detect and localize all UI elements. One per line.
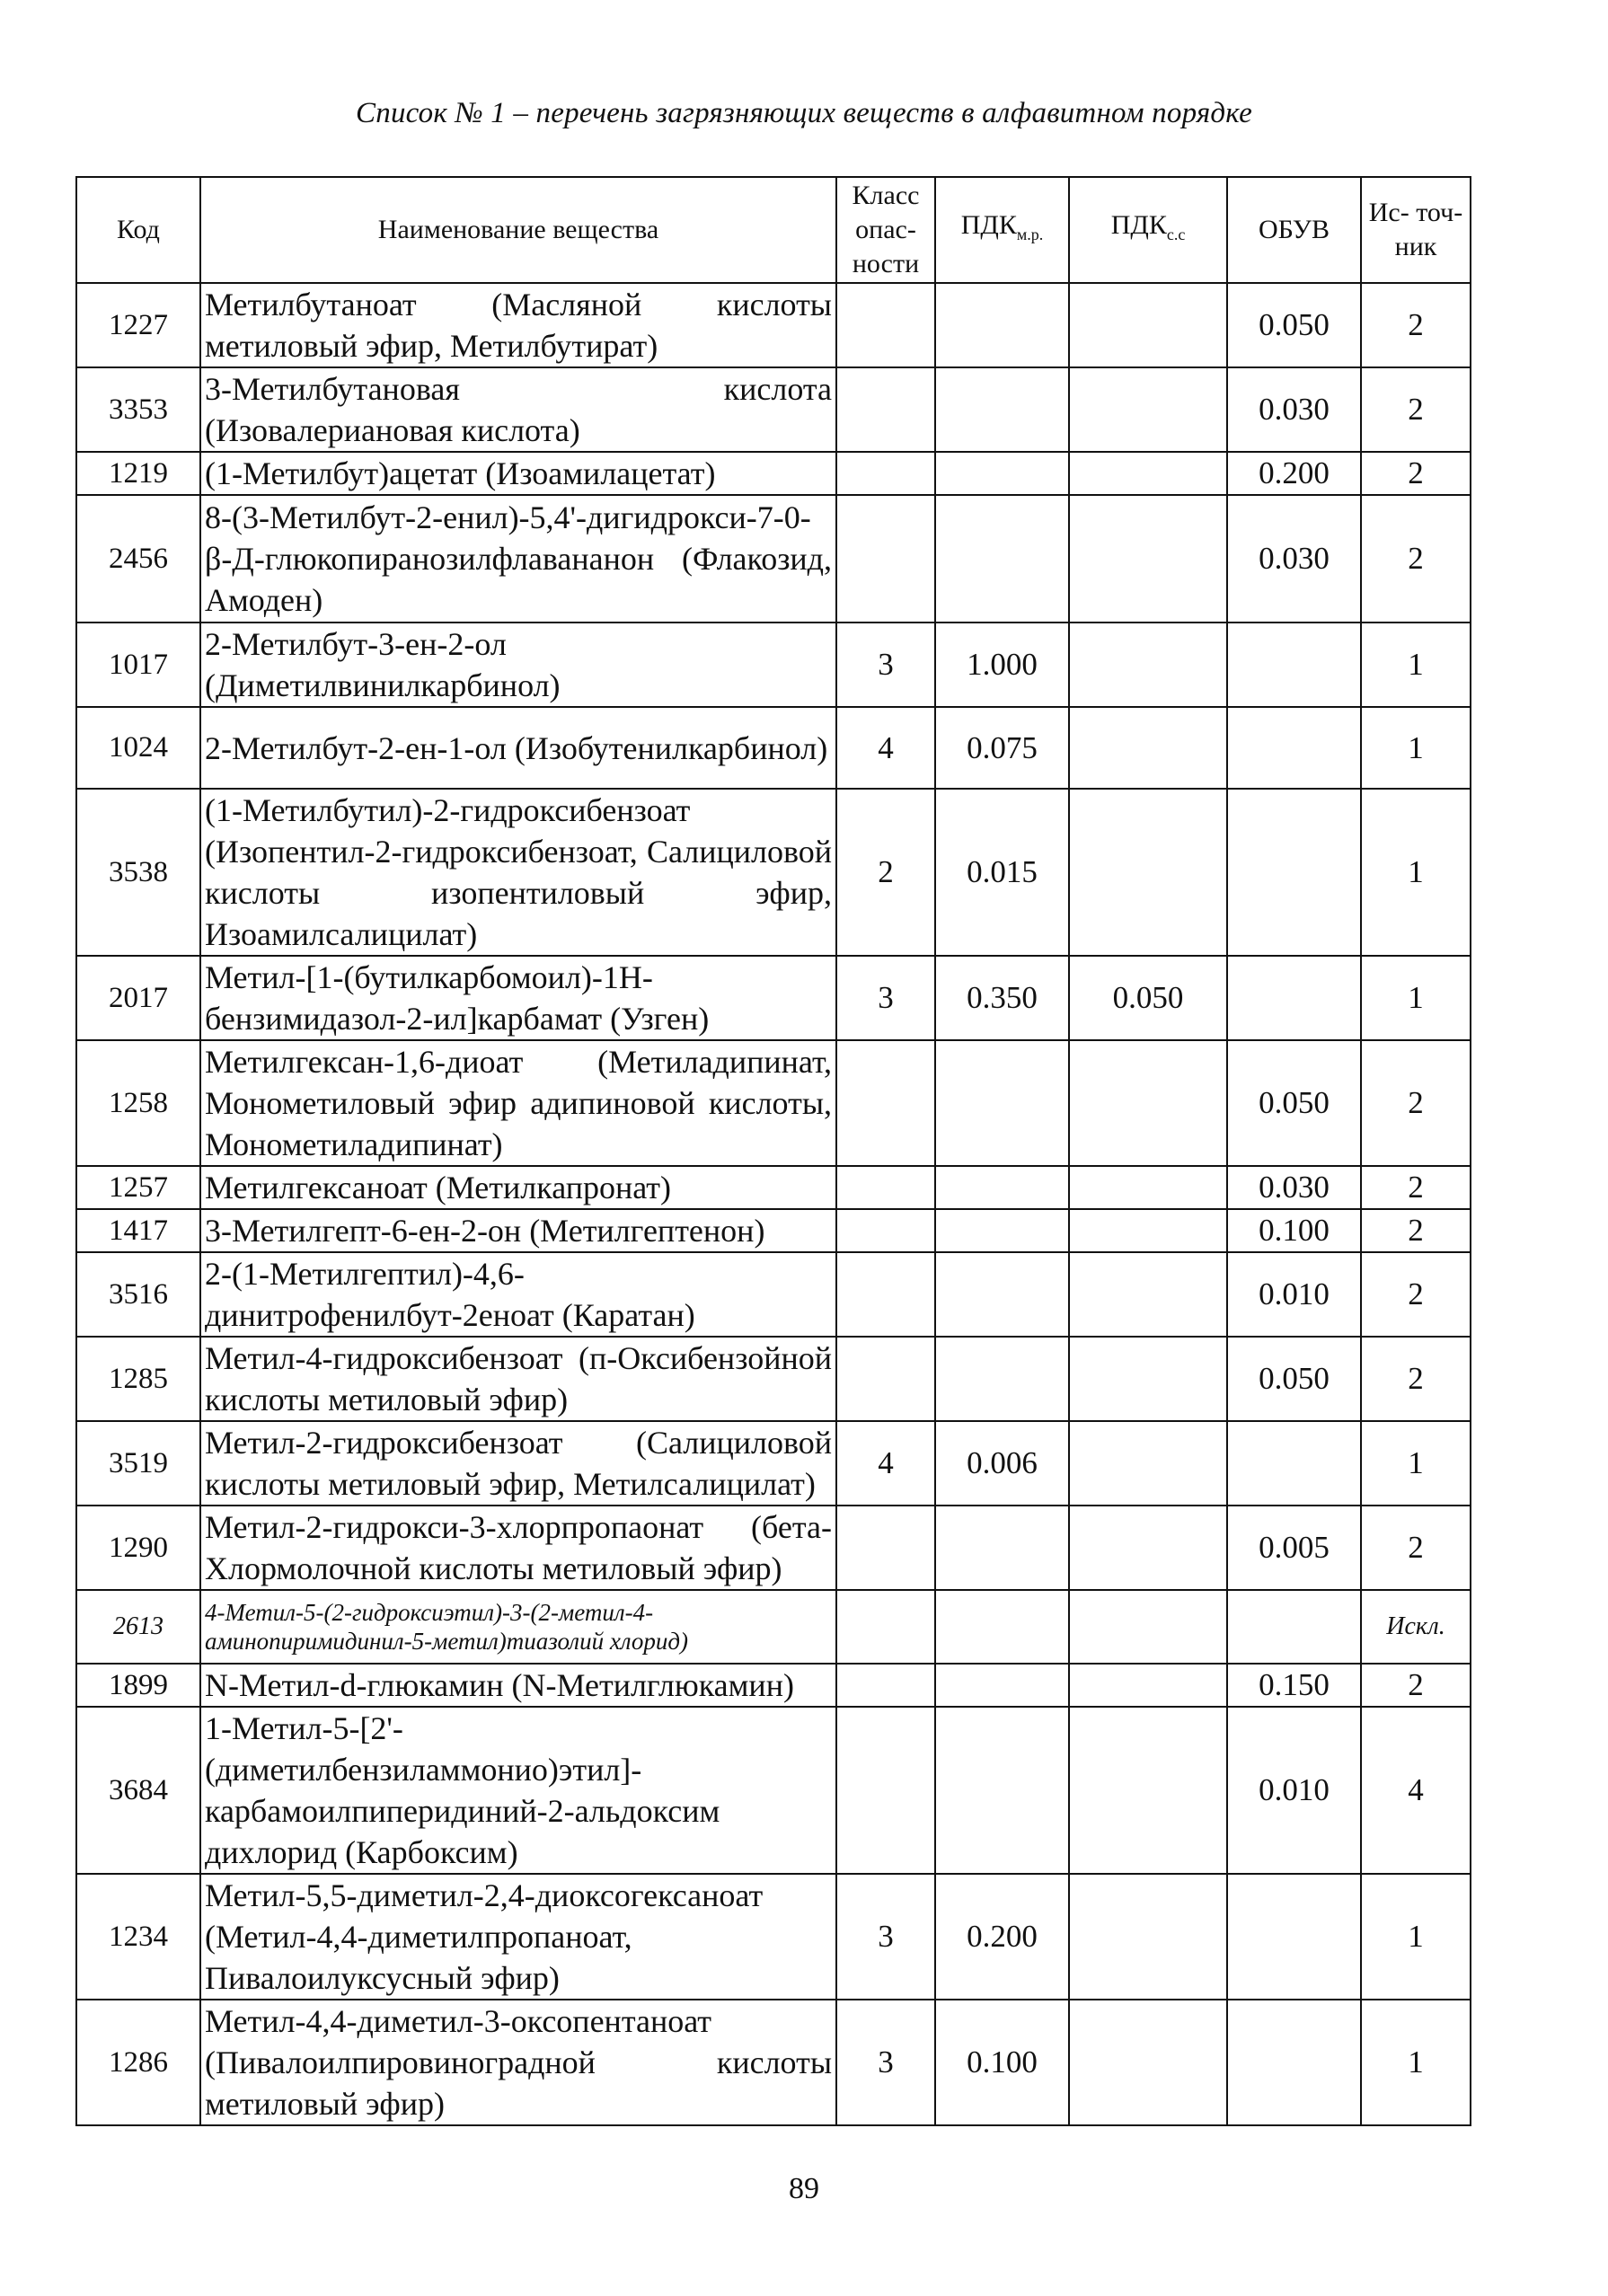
row-source: 1 (1361, 1874, 1471, 2000)
row-source: 2 (1361, 283, 1471, 367)
row-name: 2-Метилбут-2-ен-1-ол (Изобутенилкарбинол) (200, 707, 836, 789)
table-row (76, 367, 1471, 452)
row-name: Метилгексан-1,6-диоат (Метиладипинат, Монометиловый эфир адипиновой кислоты, Монометиладипинат) (200, 1040, 836, 1166)
row-obuv: 0.030 (1227, 367, 1361, 452)
row-code: 1257 (76, 1166, 200, 1209)
row-pdk-ss (1069, 1209, 1227, 1252)
row-source: 1 (1361, 707, 1471, 789)
row-name: 1-Метил-5-[2'-(диметилбензиламмонио)этил]-карбамоилпиперидиний-2-альдоксим дихлорид (Карбоксим) (200, 1707, 836, 1874)
row-pdk-ss: 0.050 (1069, 956, 1227, 1040)
row-pdk-ss (1069, 1421, 1227, 1506)
row-name: Метил-[1-(бутилкарбомоил)-1Н-бензимидазол-2-ил]карбамат (Узген) (200, 956, 836, 1040)
row-pdk-mr (935, 1664, 1069, 1707)
row-code: 1227 (76, 283, 200, 367)
row-name: Метилгексаноат (Метилкапронат) (200, 1166, 836, 1209)
row-source: 2 (1361, 1664, 1471, 1707)
row-pdk-ss (1069, 623, 1227, 707)
row-name: 3-Метилбутановая кислота (Изовалериановая кислота) (200, 367, 836, 452)
row-source: 1 (1361, 789, 1471, 956)
row-class (836, 367, 935, 452)
row-pdk-ss (1069, 1707, 1227, 1874)
row-source: 2 (1361, 1252, 1471, 1337)
row-pdk-mr (935, 1707, 1069, 1874)
page-title: Список № 1 – перечень загрязняющих веществ в алфавитном порядке (356, 97, 1252, 129)
row-code: 1258 (76, 1040, 200, 1166)
row-obuv (1227, 623, 1361, 707)
row-code: 3353 (76, 367, 200, 452)
row-class (836, 1166, 935, 1209)
row-obuv: 0.030 (1227, 1166, 1361, 1209)
row-pdk-ss (1069, 283, 1227, 367)
row-pdk-ss (1069, 707, 1227, 789)
row-pdk-ss (1069, 1664, 1227, 1707)
row-obuv: 0.200 (1227, 452, 1361, 495)
table-row (76, 1506, 1471, 1590)
row-code: 1286 (76, 2000, 200, 2125)
table-body (76, 283, 1471, 2125)
row-obuv: 0.010 (1227, 1252, 1361, 1337)
header-name: Наименование вещества (200, 177, 836, 283)
row-class (836, 1252, 935, 1337)
header-class: Класс опас- ности (836, 177, 935, 283)
row-source: 1 (1361, 956, 1471, 1040)
row-code: 2613 (76, 1590, 200, 1664)
row-name: 8-(3-Метилбут-2-енил)-5,4'-дигидрокси-7-0-β-Д-глюкопиранозилфлавананон (Флакозид, Амоден) (200, 495, 836, 623)
header-pdk-ss-sub: с.с (1166, 225, 1186, 243)
table-row (76, 452, 1471, 495)
row-pdk-mr: 0.075 (935, 707, 1069, 789)
table-row (76, 495, 1471, 623)
row-pdk-mr: 0.006 (935, 1421, 1069, 1506)
row-code: 2017 (76, 956, 200, 1040)
row-class: 4 (836, 1421, 935, 1506)
header-source: Ис- точ- ник (1361, 177, 1471, 283)
row-pdk-ss (1069, 1506, 1227, 1590)
header-pdk-mr (935, 177, 1069, 283)
row-obuv: 0.030 (1227, 495, 1361, 623)
row-pdk-mr: 0.100 (935, 2000, 1069, 2125)
row-source: 2 (1361, 1506, 1471, 1590)
row-class: 3 (836, 1874, 935, 2000)
row-source: 2 (1361, 1337, 1471, 1421)
page-number: 89 (789, 2172, 819, 2205)
row-pdk-mr (935, 1166, 1069, 1209)
table-row (76, 1421, 1471, 1506)
header-pdk-mr-sub: м.р. (1016, 225, 1044, 243)
row-pdk-mr (935, 452, 1069, 495)
table-row (76, 1252, 1471, 1337)
table-header-row (76, 177, 1471, 283)
row-class (836, 452, 935, 495)
row-pdk-mr (935, 1337, 1069, 1421)
row-pdk-ss (1069, 789, 1227, 956)
row-class: 4 (836, 707, 935, 789)
row-class (836, 1707, 935, 1874)
row-obuv: 0.100 (1227, 1209, 1361, 1252)
row-code: 3684 (76, 1707, 200, 1874)
row-pdk-mr (935, 1209, 1069, 1252)
header-pdk-ss-label: ПДК (1110, 210, 1167, 240)
row-class: 3 (836, 623, 935, 707)
row-obuv (1227, 1421, 1361, 1506)
row-code: 1899 (76, 1664, 200, 1707)
row-pdk-mr (935, 495, 1069, 623)
row-pdk-ss (1069, 1040, 1227, 1166)
row-pdk-mr: 0.200 (935, 1874, 1069, 2000)
table-row (76, 789, 1471, 956)
table-row (76, 1590, 1471, 1664)
row-source: 2 (1361, 1040, 1471, 1166)
header-obuv: ОБУВ (1227, 177, 1361, 283)
row-class (836, 1337, 935, 1421)
row-code: 1285 (76, 1337, 200, 1421)
row-code: 2456 (76, 495, 200, 623)
row-obuv (1227, 1874, 1361, 2000)
table-row (76, 1874, 1471, 2000)
table-row (76, 1337, 1471, 1421)
row-pdk-ss (1069, 1337, 1227, 1421)
row-obuv (1227, 707, 1361, 789)
row-name: N-Метил-d-глюкамин (N-Метилглюкамин) (200, 1664, 836, 1707)
row-code: 3519 (76, 1421, 200, 1506)
table-row (76, 956, 1471, 1040)
row-pdk-mr (935, 1506, 1069, 1590)
row-pdk-mr (935, 1590, 1069, 1664)
row-pdk-ss (1069, 1590, 1227, 1664)
row-source: 2 (1361, 1166, 1471, 1209)
row-name: Метилбутаноат (Масляной кислоты метиловый эфир, Метилбутират) (200, 283, 836, 367)
row-source: 2 (1361, 495, 1471, 623)
row-obuv (1227, 2000, 1361, 2125)
row-name: Метил-4-гидроксибензоат (п-Оксибензойной кислоты метиловый эфир) (200, 1337, 836, 1421)
row-pdk-ss (1069, 452, 1227, 495)
row-code: 1290 (76, 1506, 200, 1590)
header-pdk-ss (1069, 177, 1227, 283)
row-name: 3-Метилгепт-6-ен-2-он (Метилгептенон) (200, 1209, 836, 1252)
row-code: 1234 (76, 1874, 200, 2000)
row-obuv: 0.010 (1227, 1707, 1361, 1874)
row-pdk-mr: 0.350 (935, 956, 1069, 1040)
row-pdk-ss (1069, 367, 1227, 452)
row-source: Искл. (1361, 1590, 1471, 1664)
row-name: 2-(1-Метилгептил)-4,6-динитрофенилбут-2еноат (Каратан) (200, 1252, 836, 1337)
row-source: 2 (1361, 1209, 1471, 1252)
table-row (76, 1664, 1471, 1707)
row-name: Метил-2-гидроксибензоат (Салициловой кислоты метиловый эфир, Метилсалицилат) (200, 1421, 836, 1506)
row-name: Метил-5,5-диметил-2,4-диоксогексаноат (Метил-4,4-диметилпропаноат, Пивалоилуксусный эфир) (200, 1874, 836, 2000)
row-pdk-ss (1069, 495, 1227, 623)
row-pdk-ss (1069, 1166, 1227, 1209)
row-class (836, 1506, 935, 1590)
table-row (76, 1209, 1471, 1252)
table-row (76, 1707, 1471, 1874)
header-code: Код (76, 177, 200, 283)
row-obuv (1227, 1590, 1361, 1664)
row-source: 2 (1361, 452, 1471, 495)
row-class: 3 (836, 2000, 935, 2125)
table-row (76, 283, 1471, 367)
row-code: 1219 (76, 452, 200, 495)
row-code: 3516 (76, 1252, 200, 1337)
row-class (836, 1209, 935, 1252)
row-obuv: 0.050 (1227, 1040, 1361, 1166)
row-code: 1417 (76, 1209, 200, 1252)
table-row (76, 707, 1471, 789)
row-name: 4-Метил-5-(2-гидроксиэтил)-3-(2-метил-4-аминопиримидинил-5-метил)тиазолий хлорид) (200, 1590, 836, 1664)
row-source: 1 (1361, 1421, 1471, 1506)
header-pdk-mr-label: ПДК (960, 210, 1017, 240)
row-obuv: 0.050 (1227, 283, 1361, 367)
row-pdk-ss (1069, 2000, 1227, 2125)
row-pdk-mr (935, 367, 1069, 452)
row-name: (1-Метилбут)ацетат (Изоамилацетат) (200, 452, 836, 495)
row-source: 2 (1361, 367, 1471, 452)
row-pdk-ss (1069, 1874, 1227, 2000)
row-class (836, 1040, 935, 1166)
row-obuv: 0.050 (1227, 1337, 1361, 1421)
row-obuv (1227, 956, 1361, 1040)
row-source: 1 (1361, 623, 1471, 707)
row-pdk-mr (935, 1040, 1069, 1166)
row-name: 2-Метилбут-3-ен-2-ол (Диметилвинилкарбинол) (200, 623, 836, 707)
row-class: 3 (836, 956, 935, 1040)
row-class (836, 1664, 935, 1707)
row-source: 4 (1361, 1707, 1471, 1874)
table-row (76, 1166, 1471, 1209)
row-class: 2 (836, 789, 935, 956)
row-source: 1 (1361, 2000, 1471, 2125)
row-class (836, 495, 935, 623)
row-code: 1024 (76, 707, 200, 789)
row-class (836, 1590, 935, 1664)
row-pdk-mr: 0.015 (935, 789, 1069, 956)
row-pdk-mr (935, 283, 1069, 367)
row-pdk-mr (935, 1252, 1069, 1337)
row-class (836, 283, 935, 367)
table-row (76, 623, 1471, 707)
table-row (76, 2000, 1471, 2125)
row-code: 3538 (76, 789, 200, 956)
row-name: Метил-4,4-диметил-3-оксопентаноат (Пивалоилпировиноградной кислоты метиловый эфир) (200, 2000, 836, 2125)
row-obuv: 0.150 (1227, 1664, 1361, 1707)
row-pdk-ss (1069, 1252, 1227, 1337)
table-row (76, 1040, 1471, 1166)
row-obuv (1227, 789, 1361, 956)
row-code: 1017 (76, 623, 200, 707)
substances-table (75, 176, 1471, 2126)
row-pdk-mr: 1.000 (935, 623, 1069, 707)
row-obuv: 0.005 (1227, 1506, 1361, 1590)
row-name: (1-Метилбутил)-2-гидроксибензоат (Изопентил-2-гидроксибензоат, Салициловой кислоты изопентиловый эфир, Изоамилсалицилат) (200, 789, 836, 956)
row-name: Метил-2-гидрокси-3-хлорпропаонат (бета-Хлормолочной кислоты метиловый эфир) (200, 1506, 836, 1590)
